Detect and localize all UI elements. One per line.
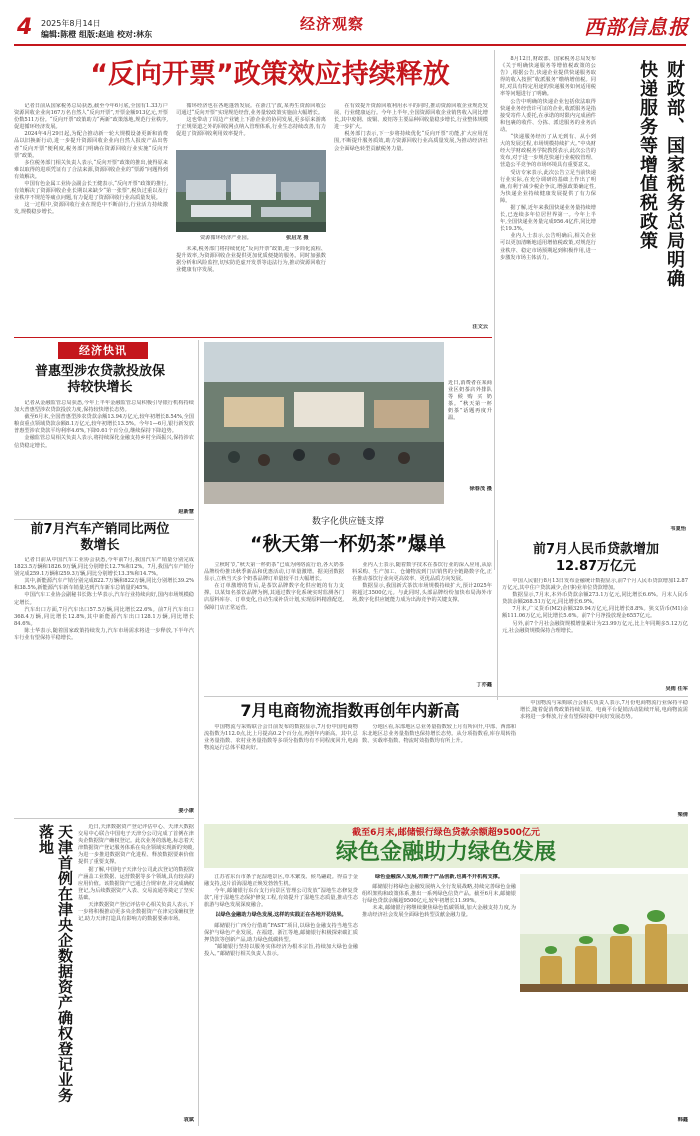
quick-paragraph: 陈士华表示,随着国家政策持续发力,汽车市场需求将进一步释放,下半年汽车行业有望保持平稳增长。 xyxy=(14,627,194,642)
farm-loan-title: 普惠型涉农贷款投放保持较快增长 xyxy=(34,364,165,395)
right-col-body xyxy=(500,56,596,534)
byline: 韩鑫 xyxy=(677,1117,688,1123)
right-paragraph: 业内人士表示,公告明确后,相关企业可以更加清晰地适用增值税政策,对规范行业秩序、稳定市场预期起到积极作用,进一步激发市场主体活力。 xyxy=(500,233,596,261)
ecommerce-paragraph: 中国物流与采购联合会日前发布的数据显示,7月份中国电商物流指数为112.0点,比上月提高0.2个百分点,再创年内新高。其中,总业务量指数、农村业务量指数等多项分指数均有不同程度回升,电商物流运行总体平稳向好。 xyxy=(204,724,358,752)
lead-paragraph: 循环经济也在各地蓬勃发展。在浙江宁波,某再生资源回收公司通过“反向开票”实现规范经营,业务量较政策实施前大幅增长。 xyxy=(176,103,326,117)
article-divider xyxy=(14,818,194,819)
rmb-paragraph: 中国人民银行8月13日发布金融统计数据显示,前7个月人民币贷款增加12.87万亿元,其中住户贷款减少,企(事)业单位贷款增加。 xyxy=(502,578,688,592)
industrial-park-image xyxy=(176,150,326,232)
tianjin-paragraph: 天津数据资产登记评估中心相关负责人表示,下一步将积极推动更多央企数据资产在津完成确权登记,助力天津打造具有影响力的数据要素市场。 xyxy=(78,902,194,923)
lead-col2-bottom xyxy=(176,246,326,331)
masthead-rule xyxy=(14,44,686,46)
byline: 袁斌 xyxy=(183,1117,194,1123)
photo-credit: 张启龙 摄 xyxy=(286,235,309,241)
tea-paragraph: 在订单激增的背后,是茶饮品牌数字化供应链的有力支撑。以某知名茶饮品牌为例,其通过数字化系统实时监测各门店原料库存、订单变化,自动生成补货计划,实现原料精准配送,保障门店正常运营。 xyxy=(204,583,344,611)
lead-paragraph: 税务部门表示,下一步将持续优化“反向开票”功能,扩大应用范围,不断提升服务质效,助力资源回收行业高质量发展,为推动经济社会全面绿色转型贡献税务力量。 xyxy=(334,131,488,152)
newspaper-logo: 西部信息报 xyxy=(584,15,689,39)
issue-date: 2025年8月14日 xyxy=(41,19,101,28)
section-title: 经济观察 xyxy=(300,15,365,33)
lead-paragraph: 记者日前从国家税务总局获悉,截至今年6月底,全国有1.33万户资源回收企业向167万名自然人“反向开票”,开票金额913亿元,开票份数511万份。“反向开票”政策助力“两新”政策落地,规范行业秩序,促进循环经济发展。 xyxy=(14,103,168,131)
green-photo xyxy=(520,874,688,992)
tea-paragraph: 业内人士表示,随着数字技术在茶饮行业的深入应用,从原料采购、生产加工、仓储物流到门店销售的全链路数字化,正在推动茶饮行业向更高效率、更优品质方向发展。 xyxy=(352,562,492,583)
quick-paragraph: 记者从金融监管总局获悉,今年上半年金融监管总局积极引导银行机构持续加大普惠型涉农贷款投放力度,保持较快增长态势。 xyxy=(14,400,194,414)
quick-paragraph: 截至6月末,全国普惠型涉农贷款余额13.94万亿元,较年初增长8.54%,全国粮食重点领域贷款余额8.1万亿元,较年初增长13.5%。今年1—6月,银行新发放普惠型涉农贷款平均利率4.6%,下降0.61个百分点,继续保持下降趋势。 xyxy=(14,414,194,435)
green-banner xyxy=(204,824,688,868)
milk-tea-photo-caption: 近日,消费者在某商业区奶茶店外排队等候购买奶茶。“秋天第一杯奶茶”话题再度升温。 xyxy=(448,380,492,422)
right-paragraph: “快递服务经历了从无到有、从小到大的发展过程,市场规模持续扩大。”中央财经大学财政税务学院教授表示,此次公告的发布,对于进一步规范快递行业税收管理、营造公平竞争的市场环境具有重要意义。 xyxy=(500,134,596,169)
milk-tea-kicker: 数字化供应链支撑 xyxy=(311,517,384,527)
right-paragraph: 据了解,近年来我国快递业务量持续增长,已连续多年位居世界第一。今年上半年,全国快递业务量完成956.4亿件,同比增长19.3%。 xyxy=(500,204,596,233)
street-crowd-image xyxy=(204,342,444,504)
masthead xyxy=(0,0,700,50)
quick-paragraph: 记者日前从中国汽车工业协会获悉,今年前7月,我国汽车产销量分别完成1823.5万辆和1826.9万辆,同比分别增长12.7%和12%。7月,我国汽车产销分别完成259.1万辆和259.3万辆,同比分别增长13.3%和14.7%。 xyxy=(14,557,194,578)
lead-paragraph: 在有效提升资源回收利用水平的同时,推动资源回收企业规范发展、行业健康运行。今年上半年,全国资源回收企业销售收入同比增长,其中废钢、废铜、废铝等主要品种回收量稳步增长,行业整体规模进一步扩大。 xyxy=(334,103,488,131)
green-paragraph: 江苏省东台市条子泥湿地景区,草木繁茂、候鸟翩跹。得益于金融支持,这片沿海湿地正焕发勃勃生机。 xyxy=(204,874,358,888)
right-paragraph: 8月12日,财政部、国家税务总局发布《关于明确快递服务等增值税政策的公告》,根据公告,快递企业提供快递服务取得的收入按照“收派服务”缴纳增值税。同时,对具有特定用途的快递服务如何适用税率等问题进行了明确。 xyxy=(500,56,596,98)
green-subhead: 以绿色金融助力绿色发展,这样的实践正在各地开花结果。 xyxy=(215,912,347,919)
ecommerce-paragraph: 分地区看,东部地区总业务量指数较上月有所回升,中部、西部和东北地区总业务量指数也保持增长态势。从分项指数看,库存周转指数、实载率指数、物流时效指数均有所上升。 xyxy=(362,724,516,745)
quick-paragraph: 金融监管总局相关负责人表示,将持续深化金融支持乡村全面振兴,保持涉农信贷稳定增长。 xyxy=(14,435,194,449)
column-divider xyxy=(494,50,495,570)
byline: 汪文云 xyxy=(472,324,488,330)
lead-paragraph: 多位税务部门相关负责人表示,“反向开票”政策的推出,使得原来难以取得的进项凭证有了合法来源,资源回收企业的“票源”问题得到有效解决。 xyxy=(14,159,168,180)
lead-photo-caption-row xyxy=(176,235,326,243)
ecommerce-paragraph: 中国物流与采购联合会相关负责人表示,7月份电商物流行业保持平稳增长,随着促消费政策持续显效、电商平台促销活动陆续开展,电商物流需求将进一步释放,行业有望保持稳中向好发展态势。 xyxy=(520,700,688,721)
rmb-loans-title: 前7月人民币贷款增加12.87万亿元 xyxy=(532,542,660,574)
lead-photo xyxy=(176,150,326,232)
right-paragraph: 受访专家表示,此次公告立足当前快递行业实际,在充分调研的基础上作出了明确,有利于减少税企争议,增强政策确定性,为快递企业持续健康发展提供了有力保障。 xyxy=(500,169,596,204)
column-divider xyxy=(198,340,199,1126)
right-headline: 财政部、国家税务总局明确快递服务等增值税政策 xyxy=(637,60,685,288)
article-divider xyxy=(204,696,688,697)
green-kicker: 截至6月末,邮储银行绿色贷款余额超9500亿元 xyxy=(352,828,540,838)
green-paragraph: 未来,邮储银行将继续聚焦绿色低碳领域,加大金融支持力度,为推动经济社会发展全面绿色转型贡献金融力量。 xyxy=(362,905,516,919)
photo-caption: 资源循环经济产业园。 xyxy=(200,235,252,241)
green-paragraph: “邮储银行坚持以服务实体经济为根本宗旨,持续加大绿色金融投入。”邮储银行相关负责人表示。 xyxy=(204,943,358,957)
lead-title: “反向开票”政策效应持续释放 xyxy=(90,59,450,90)
byline: 赵新慧 xyxy=(178,509,194,515)
right-paragraph: 公告中明确的快递企业包括依法取得快递业务经营许可证的企业,收派服务是指接受寄件人委托,在承诺的时限内完成函件和包裹的收件、分拣、派送服务的业务活动。 xyxy=(500,98,596,133)
tianjin-headline: 天津首例在津央企数据资产确权登记业务落地 xyxy=(37,824,74,1103)
tea-paragraph: 立秋时节,“秋天第一杯奶茶”已成为网络流行语,各大奶茶品牌纷纷推出秋季新品和优惠活动,订单量激增。据美团数据显示,立秋当天多个奶茶品牌订单量较平日大幅增长。 xyxy=(204,562,344,583)
byline: 丁亦鑫 xyxy=(476,682,492,688)
green-subhead: 绿色金融深入发展,有赖于产品创新,也离不开机构支撑。 xyxy=(374,874,504,880)
quick-paragraph: 汽车出口方面,7月汽车出口57.5万辆,同比增长22.6%。前7月汽车出口368.4万辆,同比增长12.8%,其中新能源汽车出口128.1万辆,同比增长84.6%。 xyxy=(14,606,194,627)
quick-paragraph: 中国汽车工业协会副秘书长陈士华表示,汽车行业持续向好,国内市场规模稳定增长。 xyxy=(14,592,194,606)
tianjin-body xyxy=(78,824,194,1116)
page-number: 4 xyxy=(17,15,33,40)
quick-paragraph: 其中,新能源汽车产销分别完成822.7万辆和822万辆,同比分别增长39.2%和38.5%,新能源汽车新车销量达到汽车新车总销量的45%。 xyxy=(14,578,194,592)
article-divider xyxy=(14,519,194,520)
green-paragraph: 邮储银行广西分行借助“FAST”项目,以绿色金融支持当地生态保护与绿色产业发展。在福建、浙江等地,邮储银行积极探索碳汇质押贷款等创新产品,助力绿色低碳转型。 xyxy=(204,922,358,943)
lead-col3 xyxy=(334,103,488,323)
green-col2 xyxy=(362,874,516,1124)
farm-loan-body xyxy=(14,400,194,508)
lead-paragraph: 这也带动了周边产业链上下游企业的协同发展,更多原来游离于正规渠道之外的回收网点纳入管理体系,行业生态持续改善,有力促进了资源回收利用效率提升。 xyxy=(176,117,326,138)
rmb-paragraph: 另外,前7个月社会融资规模增量累计为23.99万亿元,比上年同期多5.12万亿元,社会融资规模保持合理增长。 xyxy=(502,620,688,634)
green-paragraph: 邮储银行将绿色金融发展纳入全行发展战略,持续完善绿色金融组织架构和政策体系,推出一系列绿色信贷产品。截至6月末,邮储银行绿色贷款余额超9500亿元,较年初增长11.99%。 xyxy=(362,884,516,905)
rmb-loans-body xyxy=(502,578,688,686)
lead-paragraph: 中国有色金属工业协会副会长王健表示,“反向开票”政策的推行,有效解决了资源回收企业长期以来缺少“第一张票”,税负过重以及行业秩序不规范等痛点问题,有力促进了资源回收行业高质量发展。 xyxy=(14,181,168,202)
green-col1 xyxy=(204,874,358,1124)
milk-tea-photo xyxy=(204,342,444,504)
green-title: 绿色金融助力绿色发展 xyxy=(335,840,556,865)
editors-line: 编辑:陈橙 组版:赵迪 校对:林东 xyxy=(41,30,153,39)
lead-col2-top xyxy=(176,103,326,147)
lead-paragraph: 2024年4月29日起,为配合推动新一轮大规模设备更新和消费品以旧换新行动,进一步提升资源回收企业向自然人报废产品出售者“反向开票”便利度,税务部门明确在资源回收行业实施“反向开票”政策。 xyxy=(14,131,168,159)
byline: 韦夏怡 xyxy=(670,526,686,532)
auto-sales-title: 前7月汽车产销同比两位数增长 xyxy=(30,522,170,553)
milk-tea-col1 xyxy=(204,562,344,682)
auto-sales-body xyxy=(14,557,194,807)
photo-credit: 徐春茂 摄 xyxy=(469,486,492,492)
tea-paragraph: 数据显示,我国新式茶饮市场规模持续扩大,预计2025年将超过3500亿元。与此同时,头部品牌纷纷加快布局海外市场,数字化供应链能力成为出海竞争的关键支撑。 xyxy=(352,583,492,604)
ecommerce-title: 7月电商物流指数再创年内新高 xyxy=(240,701,460,720)
byline: 梁倩 xyxy=(677,812,688,818)
rmb-paragraph: 7月末,广义货币(M2)余额329.94万亿元,同比增长8.8%。狭义货币(M1)余额111.06万亿元,同比增长5.6%。前7个月净投放现金6557亿元。 xyxy=(502,606,688,620)
byline: 吴雨 任军 xyxy=(665,686,688,692)
milk-tea-title: “秋天第一杯奶茶”爆单 xyxy=(250,533,446,555)
lead-paragraph: 未来,税务部门将持续优化“反向开票”政策,进一步简化流程、提升效率,为资源回收企业提供更加优质便捷的服务。同时加强数据分析和风险监控,切实防范虚开发票等违法行为,推动资源回收行业健康有序发展。 xyxy=(176,246,326,274)
section-divider xyxy=(14,337,492,338)
tianjin-paragraph: 据了解,中国电子天津分公司此次登记的数据资产涵盖工业数据、运营数据等多个领域,具有较高的应用价值。该数据资产已通过合规审查,并完成确权登记,为后续数据资产入表、交易流通等奠定了坚实基础。 xyxy=(78,866,194,901)
coin-plant-image xyxy=(520,874,688,992)
quick-news-label: 经济快讯 xyxy=(58,342,148,359)
ecommerce-col1 xyxy=(204,724,358,812)
milk-tea-col2 xyxy=(352,562,492,682)
column-divider xyxy=(497,540,498,700)
ecommerce-col2 xyxy=(362,724,516,812)
lead-paragraph: 这一过程中,资源回收行业在规范中不断前行,行业活力持续激发,规模稳步增长。 xyxy=(14,202,168,216)
byline: 姜小康 xyxy=(178,808,194,814)
green-paragraph: 今年,邮储银行东台支行向景区管理公司发放“湿地生态修复贷款”,用于湿地生态保护修复工程,有效提升了湿地生态质量,推动生态旅游与绿色发展深度融合。 xyxy=(204,888,358,909)
tianjin-paragraph: 近日,天津数据资产登记评估中心、天津大数据交易中心联合中国电子天津分公司完成了首例在津央企数据资产确权登记。此次业务的落地,标志着天津数据资产登记服务体系在央企领域实现新的突破,为进一步推进数据资产化进程、释放数据要素价值提供了重要支撑。 xyxy=(78,824,194,866)
lead-col1 xyxy=(14,103,168,330)
rmb-paragraph: 数据显示,7月末,本外币贷款余额273.1万亿元,同比增长6.6%。月末人民币贷款余额268.51万亿元,同比增长6.9%。 xyxy=(502,592,688,606)
ecommerce-col3 xyxy=(520,700,688,812)
